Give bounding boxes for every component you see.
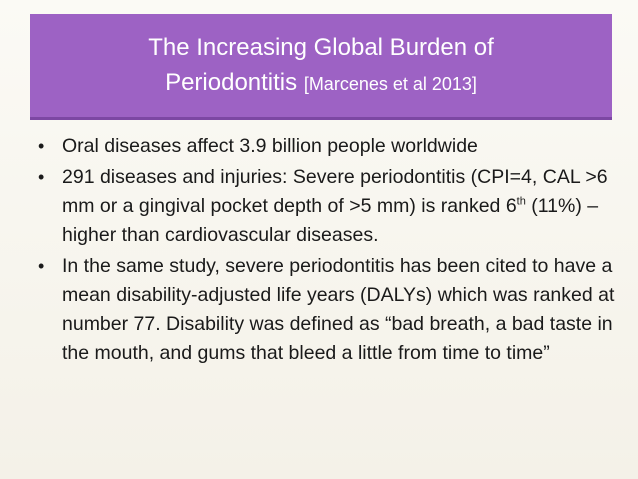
title-box — [30, 14, 612, 120]
bullet-item-1 — [36, 132, 616, 161]
title-line-2 — [165, 65, 477, 102]
bullet-text-2-post: (11%) – higher than cardiovascular diseases. — [62, 195, 599, 246]
bullet-item-3 — [36, 252, 616, 368]
title-line-1: The Increasing Global Burden of — [148, 33, 494, 61]
bullet-item-2 — [36, 163, 616, 250]
bullet-icon: • — [38, 256, 45, 276]
title-main: Periodontitis — [165, 68, 298, 96]
bullet-text-2 — [62, 166, 608, 246]
bullet-text-1: Oral diseases affect 3.9 billion people worldwide — [62, 135, 478, 157]
title-citation: [Marcenes et al 2013] — [303, 73, 477, 94]
bullet-icon: • — [38, 167, 45, 187]
bullet-text-2-pre: 291 diseases and injuries: Severe periodontitis (CPI=4, CAL >6 mm or a gingival pocket depth of >5 mm) is ranked 6 — [62, 166, 608, 217]
bullet-list — [36, 132, 616, 370]
ordinal-suffix: th — [516, 195, 526, 208]
bullet-icon: • — [38, 136, 45, 156]
bullet-text-3: In the same study, severe periodontitis has been cited to have a mean disability-adjusted life years (DALYs) which was ranked at number 77. Disability was defined as “bad breath, a bad taste in the mouth, and gums that bleed a little from time to time” — [62, 255, 615, 364]
